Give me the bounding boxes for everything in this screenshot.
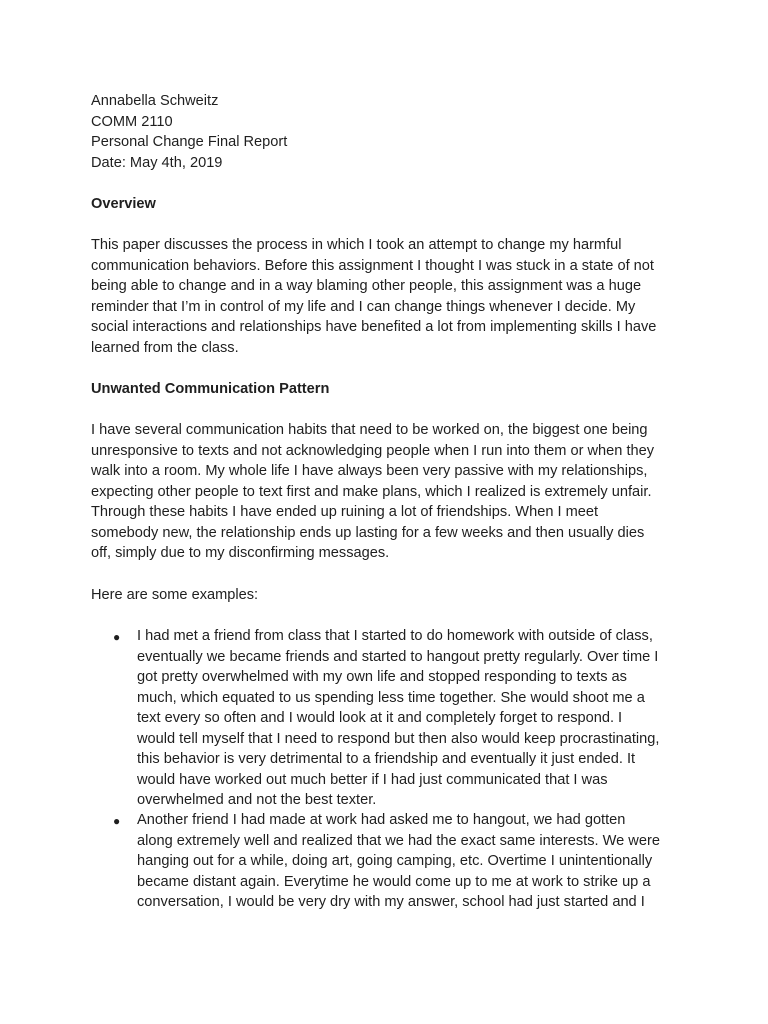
bullet-marker: ● (113, 814, 121, 828)
bullet-line: this behavior is very detrimental to a friendship and eventually it just ended. It (137, 751, 636, 767)
paragraph-line: learned from the class. (91, 339, 239, 356)
report-date: Date: May 4th, 2019 (91, 154, 223, 171)
bullet-line: got pretty overwhelmed with my own life and stopped responding to texts as (137, 669, 627, 685)
bullet-line: became distant again. Everytime he would come up to me at work to strike up a (137, 873, 651, 890)
bullet-line: along extremely well and realized that we had the exact same interests. We were (137, 832, 660, 849)
overview-heading: Overview (91, 196, 156, 212)
paragraph-line: somebody new, the relationship ends up lasting for a few weeks and then usually dies (91, 524, 645, 541)
paragraph-line: Through these habits I have ended up ruining a lot of friendships. When I meet (91, 504, 599, 520)
document-header (91, 91, 287, 173)
paragraph-line: Here are some examples: (91, 587, 259, 603)
bullet-line: Another friend I had made at work had asked me to hangout, we had gotten (137, 812, 626, 828)
paragraph-line: unresponsive to texts and not acknowledging people when I run into them or when they (91, 442, 655, 459)
bullet-line: text every so often and I would look at it and completely forget to respond. I (137, 710, 623, 726)
bullet-line: eventually we became friends and started to hangout pretty regularly. Over time I (137, 648, 659, 665)
paragraph-line: social interactions and relationships have benefited a lot from implementing skills I have (91, 319, 657, 335)
bullet-line: I had met a friend from class that I started to do homework with outside of class, (137, 628, 653, 644)
paragraph-line: being able to change and in a way blaming other people, this assignment was a huge (91, 278, 642, 294)
bullet-line: overwhelmed and not the best texter. (137, 792, 377, 808)
paragraph-line: walk into a room. My whole life I have always been very passive with my relationships, (91, 463, 648, 479)
paragraph-line: off, simply due to my disconfirming messages. (91, 545, 390, 561)
bullet-line: would tell myself that I need to respond but then also would keep procrastinating, (137, 730, 660, 747)
paragraph-line: This paper discusses the process in which I took an attempt to change my harmful (91, 237, 622, 253)
bullet-item (137, 810, 697, 913)
examples-intro (91, 585, 691, 606)
bullet-line: conversation, I would be very dry with my answer, school had just started and I (137, 894, 645, 910)
paragraph-line: communication behaviors. Before this assignment I thought I was stuck in a state of not (91, 257, 654, 274)
bullet-item (137, 626, 697, 811)
bullet-line: much, which equated to us spending less time together. She would shoot me a (137, 689, 645, 706)
bullet-line: hanging out for a while, doing art, going camping, etc. Overtime I unintentionally (137, 853, 653, 869)
overview-paragraph (91, 235, 691, 358)
unwanted-pattern-heading: Unwanted Communication Pattern (91, 381, 330, 397)
bullet-line: would have worked out much better if I had just communicated that I was (137, 771, 608, 788)
author-name: Annabella Schweitz (91, 93, 219, 109)
course-code: COMM 2110 (91, 113, 173, 130)
paragraph-line: expecting other people to text first and make plans, which I realized is extremely unfair. (91, 483, 652, 500)
unwanted-pattern-paragraph (91, 420, 691, 564)
bullet-marker: ● (113, 630, 121, 644)
report-title: Personal Change Final Report (91, 134, 288, 150)
paragraph-line: reminder that I’m in control of my life and I can change things whenever I decide. My (91, 298, 636, 315)
paragraph-line: I have several communication habits that need to be worked on, the biggest one being (91, 422, 648, 438)
